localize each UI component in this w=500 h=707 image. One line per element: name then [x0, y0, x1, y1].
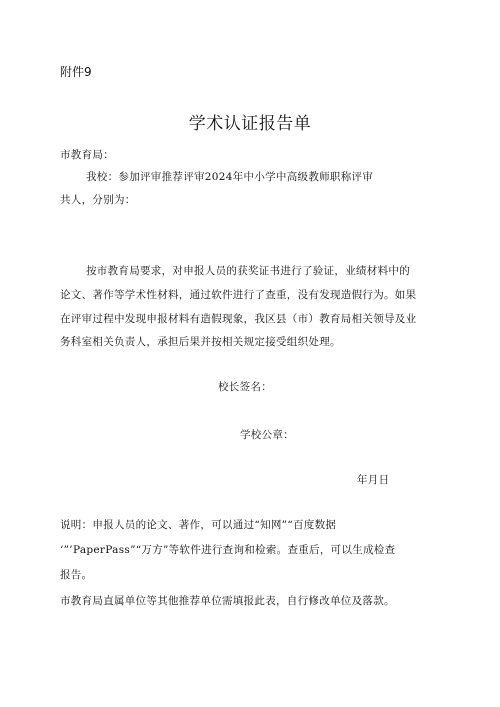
note-line: ‘”’PaperPass”“万方”等软件进行查询和检索。查重后，可以生成检查	[60, 544, 396, 556]
statement-line: 务科室相关负责人，承担后果并按相关规定接受组织处理。	[60, 336, 341, 348]
statement-line: 在评审过程中发现申报材料有造假现象，我区县（市）教育局相关领导及业	[60, 313, 417, 325]
statement-line: 按市教育局要求，对申报人员的获奖证书进行了验证，业绩材料中的	[86, 265, 410, 277]
attachment-label: 附件9	[60, 65, 92, 79]
addressee: 市教育局：	[60, 149, 114, 161]
note-line: 报告。	[60, 569, 93, 581]
date-line: 年月日	[357, 474, 390, 486]
school-seal: 学校公章：	[240, 429, 294, 441]
note-line: 市教育局直属单位等其他推荐单位需填报此表，自行修改单位及落款。	[60, 595, 395, 607]
intro-line-1: 我校：参加评审推荐评审2024年中小学中高级教师职称评审	[86, 171, 374, 183]
principal-signature: 校长签名：	[218, 381, 272, 393]
page-title: 学术认证报告单	[188, 114, 312, 134]
intro-line-2: 共人，分别为：	[60, 194, 136, 206]
statement-line: 论文、著作等学术性材料，通过软件进行了查重，没有发现造假行为。如果	[60, 289, 417, 301]
note-line: 说明：申报人员的论文、著作，可以通过“知网”“百度数据	[60, 519, 337, 531]
